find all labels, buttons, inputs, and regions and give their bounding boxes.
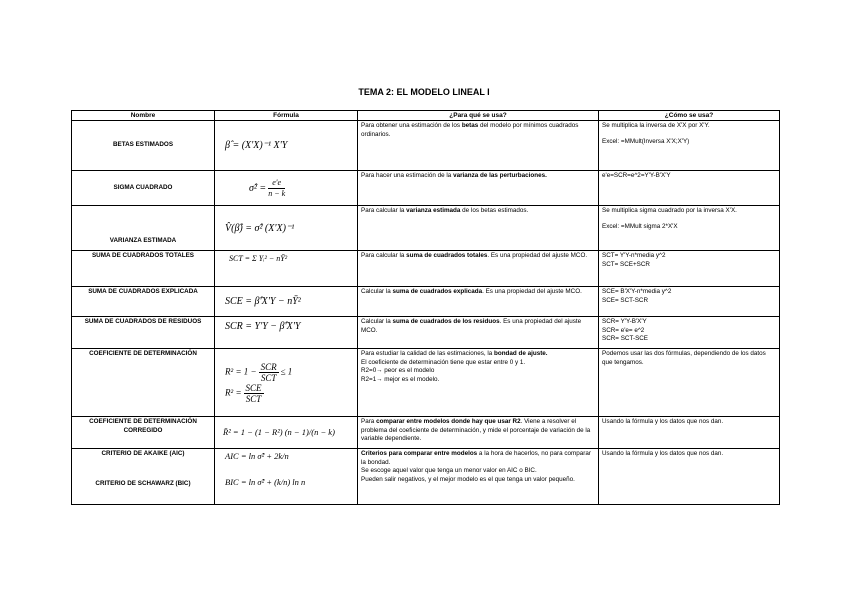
uso-line [361, 450, 595, 467]
formula-fraction [259, 362, 279, 383]
como-line: Se multiplica sigma cuadrado por la inversa X'X. [602, 207, 737, 214]
row-uso [358, 171, 599, 206]
uso-text: Para obtener una estimación de los [361, 122, 462, 129]
header-como: ¿Cómo se usa? [599, 111, 780, 121]
uso-line [361, 350, 595, 359]
uso-text: . Es una propiedad del ajuste MCO. [482, 288, 582, 295]
row-name: SUMA DE CUADRADOS DE RESIDUOS [72, 317, 215, 349]
table-row [72, 251, 780, 287]
uso-line: Se escoge aquel valor que tenga un menor valor en AIC o BIC. [361, 467, 537, 475]
row-name: COEFICIENTE DE DETERMINACIÓN CORREGIDO [72, 417, 215, 449]
uso-text: Para estudiar la calidad de las estimaciones, la [361, 350, 495, 357]
row-formula [215, 349, 358, 417]
row-uso [358, 417, 599, 449]
row-formula: SCE = β̂'X'Y − nȲ² [215, 287, 358, 317]
row-como [599, 349, 780, 417]
uso-text: . Es una propiedad del ajuste MCO. [361, 318, 582, 334]
uso-text: a la hora de hacerlos, no para comparar la bondad. [361, 450, 591, 466]
row-name [72, 449, 215, 505]
fraction-denominator: SCT [260, 372, 277, 383]
header-formula: Fórmula [215, 111, 358, 121]
row-name: VARIANZA ESTIMADA [72, 206, 215, 251]
aic-name: CRITERIO DE AKAIKE (AIC) [101, 450, 185, 457]
uso-text: de los betas estimados. [460, 207, 529, 214]
uso-bold: Criterios para comparar entre modelos [361, 450, 478, 457]
table-row [72, 417, 780, 449]
row-formula: R̄² = 1 − (1 − R²) (n − 1)/(n − k) [215, 417, 358, 449]
table-row [72, 449, 780, 505]
row-uso [358, 121, 599, 171]
uso-text: Para hacer una estimación de la [361, 172, 454, 179]
table-header-row [72, 111, 780, 121]
row-uso [358, 449, 599, 505]
como-line: Usando la fórmula y los datos que nos dan. [602, 450, 724, 457]
como-line: SCR= Y'Y-B'X'Y [602, 318, 647, 325]
row-como [599, 287, 780, 317]
row-formula: SCT = Σ Yᵢ² − nȲ² [215, 251, 358, 287]
uso-line: El coeficiente de determinación tiene que estar entre 0 y 1. [361, 358, 526, 366]
row-como [599, 206, 780, 251]
table-row [72, 287, 780, 317]
row-formula: V̂(β̂) = σ̂² (X'X)⁻¹ [215, 206, 358, 251]
row-formula [215, 449, 358, 505]
row-como [599, 449, 780, 505]
row-formula: β̂ = (X'X)⁻¹ X'Y [215, 121, 358, 171]
row-name: SUMA DE CUADRADOS TOTALES [72, 251, 215, 287]
como-line: SCR= e'e= e^2 [602, 326, 645, 334]
header-nombre: Nombre [72, 111, 215, 121]
uso-bold: varianza de las perturbaciones. [453, 172, 547, 179]
row-como [599, 317, 780, 349]
uso-bold: comparar entre modelos donde hay que usar R2 [376, 418, 521, 425]
row-name: COEFICIENTE DE DETERMINACIÓN [72, 349, 215, 417]
row-como [599, 417, 780, 449]
row-como [599, 251, 780, 287]
fraction-denominator: n − k [268, 188, 286, 198]
uso-text: Para calcular la [361, 252, 407, 259]
fraction-numerator: SCR [260, 361, 277, 372]
table-row [72, 206, 780, 251]
como-line: Podemos usar las dos fórmulas, dependiendo de los datos que tengamos. [602, 350, 766, 366]
uso-line: Pueden salir negativos, y el mejor modelo es el que tenga un valor pequeño. [361, 475, 575, 483]
fraction-denominator: SCT [245, 393, 262, 404]
uso-text: Para calcular la [361, 207, 407, 214]
formula-lhs: R² = [225, 387, 242, 398]
row-formula [215, 171, 358, 206]
formula-fraction [268, 178, 285, 199]
como-line: Excel: =MMult sigma 2*X'X [602, 222, 678, 230]
table-row [72, 121, 780, 171]
como-line: Excel: =MMult(Inversa X'X;X'Y) [602, 137, 690, 145]
formula-rhs: ≤ 1 [280, 366, 293, 377]
row-como [599, 171, 780, 206]
como-line: e'e=SCR=e^2=Y'Y-B'X'Y [602, 172, 671, 179]
uso-line: R2=1→ mejor es el modelo. [361, 375, 440, 383]
como-line: SCR= SCT-SCE [602, 335, 649, 343]
row-uso [358, 349, 599, 417]
row-uso [358, 206, 599, 251]
table-row [72, 171, 780, 206]
formula-lhs: σ̂² = [249, 182, 267, 194]
uso-bold: suma de cuadrados explicada [392, 288, 483, 295]
formula-line [225, 383, 354, 404]
uso-text: . Es una propiedad del ajuste MCO. [487, 252, 588, 259]
uso-text: Calcular la [361, 288, 393, 295]
uso-bold: suma de cuadrados totales [406, 252, 488, 259]
como-line: SCE= B'X'Y-n*media y^2 [602, 288, 672, 295]
formula-fraction [244, 383, 264, 404]
uso-bold: bondad de ajuste. [494, 350, 548, 357]
row-name: SUMA DE CUADRADOS EXPLICADA [72, 287, 215, 317]
uso-text: . Viene a resolver el problema del coeficiente de determinación, y mide el porcentaje de variación de la variable dependiente. [361, 418, 591, 443]
como-line: Usando la fórmula y los datos que nos dan. [602, 418, 724, 425]
como-line: SCE= SCT-SCR [602, 296, 649, 304]
fraction-numerator: SCE [245, 382, 262, 393]
row-uso [358, 287, 599, 317]
table-row [72, 349, 780, 417]
bic-name: CRITERIO DE SCHAWARZ (BIC) [95, 479, 191, 487]
row-name: BETAS ESTIMADOS [72, 121, 215, 171]
uso-bold: betas [461, 122, 479, 129]
table-row [72, 317, 780, 349]
uso-bold: suma de cuadrados de los residuos [392, 318, 500, 325]
row-uso [358, 251, 599, 287]
formula-line [225, 362, 354, 383]
row-uso [358, 317, 599, 349]
row-name: SIGMA CUADRADO [72, 171, 215, 206]
row-formula: SCR = Y'Y − β̂'X'Y [215, 317, 358, 349]
bic-formula: BIC = ln σ̂² + (k/n) ln n [225, 477, 306, 487]
formula-table [71, 110, 780, 505]
aic-formula: AIC = ln σ̂² + 2k/n [225, 451, 289, 461]
row-como [599, 121, 780, 171]
uso-text: Calcular la [361, 318, 393, 325]
formula-lhs: R² = 1 − [225, 366, 257, 377]
uso-text: del modelo por mínimos cuadrados ordinarios. [361, 122, 579, 138]
como-line: Se multiplica la inversa de X'X por X'Y. [602, 122, 710, 129]
header-para-que: ¿Para qué se usa? [358, 111, 599, 121]
como-line: SCT= SCE+SCR [602, 260, 650, 268]
page-title: TEMA 2: EL MODELO LINEAL I [358, 87, 490, 97]
uso-line: R2=0→ peor es el modelo [361, 367, 435, 375]
uso-text: Para [361, 418, 377, 425]
uso-bold: varianza estimada [406, 207, 461, 214]
fraction-numerator: e'e [268, 178, 285, 189]
como-line: SCT= Y'Y-n*media y^2 [602, 252, 666, 259]
